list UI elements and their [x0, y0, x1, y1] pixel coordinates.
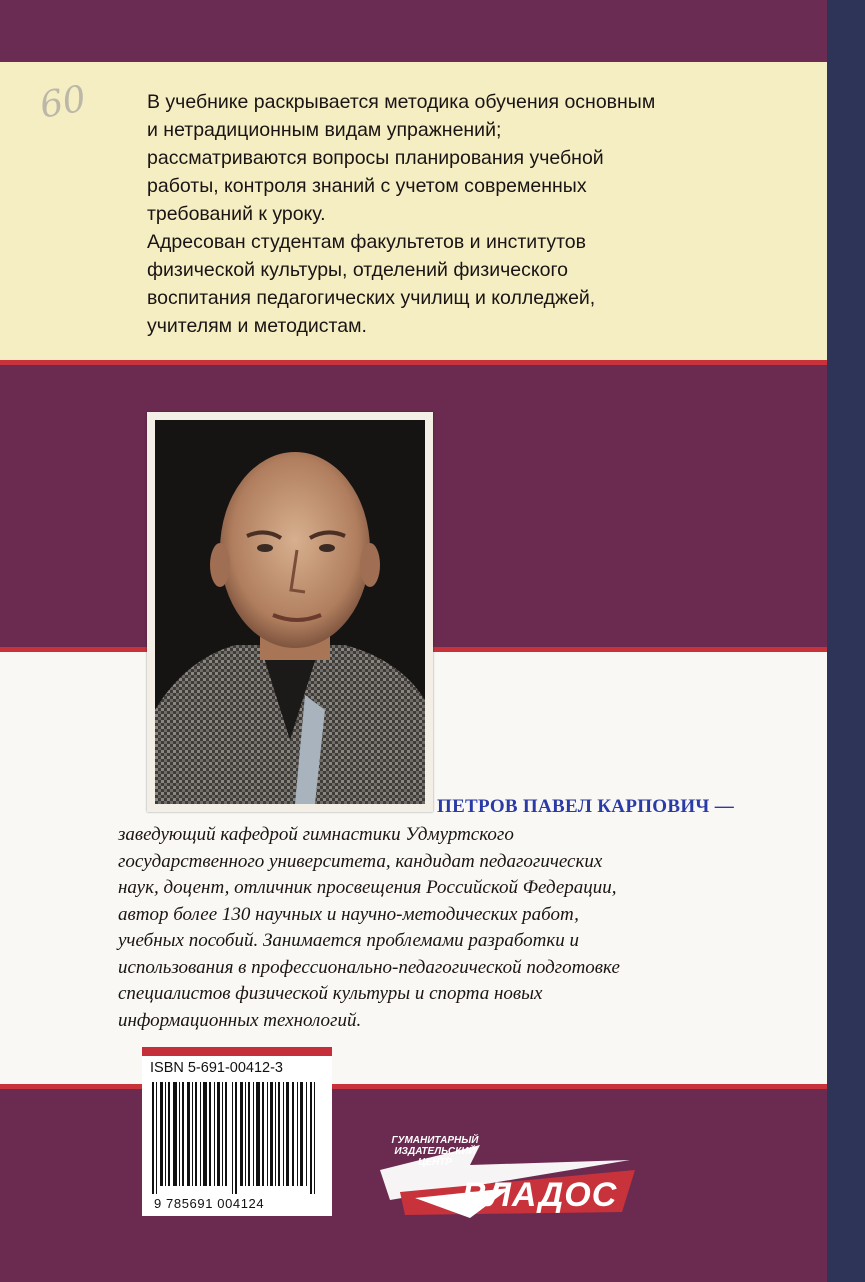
handwritten-mark: 60	[36, 78, 90, 127]
barcode-digits: 9 785691 004124	[154, 1196, 265, 1211]
isbn-red-bar	[142, 1047, 332, 1056]
description-paragraph: В учебнике раскрывается методика обучения основным и нетрадиционным видам упражнений; рассматриваются вопросы планирования учебной работы, контроля знаний с учетом современных требований к уроку.	[147, 91, 656, 225]
isbn-block	[142, 1056, 332, 1216]
author-bio: заведующий кафедрой гимнастики Удмуртского государственного университета, кандидат педагогических наук, доцент, отличник просвещения Российской Федерации, автор более 130 научных и научно-методических работ, учебных пособий. Занимается проблемами разработки и использования в профессионально-педагогической подготовке специалистов физической культуры и спорта новых информационных технологий.	[118, 824, 620, 1031]
author-name: ПЕТРОВ ПАВЕЛ КАРПОВИЧ —	[437, 796, 735, 817]
barcode	[152, 1082, 322, 1194]
author-photo	[155, 420, 425, 804]
isbn-label: ISBN 5-691-00412-3	[150, 1060, 283, 1076]
top-band	[0, 0, 827, 62]
author-photo-frame	[147, 412, 433, 812]
publisher-tagline: ГУМАНИТАРНЫЙ ИЗДАТЕЛЬСКИЙ ЦЕНТР	[391, 1135, 479, 1168]
publisher-name: ВЛАДОС	[462, 1176, 618, 1214]
description-paragraph: Адресован студентам факультетов и институтов физической культуры, отделений физического воспитания педагогических училищ и колледжей, учителям и методистам.	[147, 231, 596, 337]
book-description	[147, 88, 807, 340]
book-spine	[827, 0, 865, 1282]
